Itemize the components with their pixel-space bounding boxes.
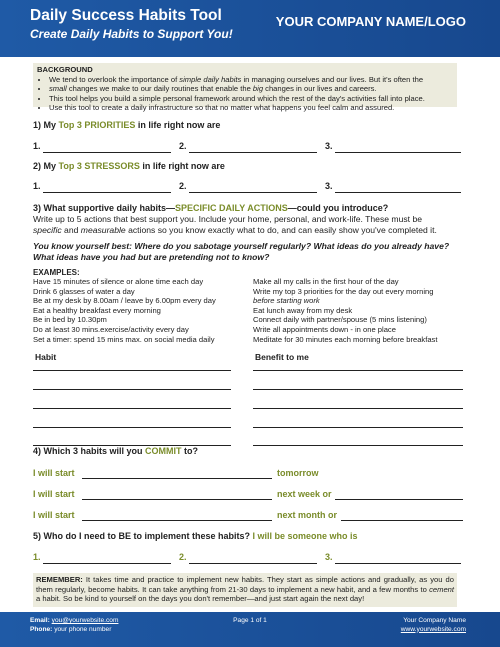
habit-line-4[interactable] — [33, 427, 231, 428]
commit-start-label-1: I will start — [33, 468, 75, 478]
website-link[interactable]: www.yourwebsite.com — [400, 625, 466, 633]
remember-box: REMEMBER: It takes time and practice to implement new habits. They start as simple actions and gradually, as you do them regularly, become habits. It can take anything from 21-30 days to implement a new habit, and a few months to cement a habit. So be kind to yourself on the days you don't remember—and just start again the next day! — [33, 573, 457, 607]
header-banner — [0, 0, 500, 57]
company-logo-placeholder: YOUR COMPANY NAME/LOGO — [275, 14, 466, 29]
example-item: Be at my desk by 8.00am / leave by 6.00pm every day — [33, 296, 216, 306]
email-link[interactable]: you@yourwebsite.com — [51, 617, 119, 624]
examples-right-list — [253, 277, 437, 344]
footer-company-name: Your Company Name — [403, 617, 466, 624]
stressor-1-line[interactable] — [43, 182, 171, 193]
background-heading: BACKGROUND — [37, 65, 93, 74]
example-item: Do at least 30 mins.exercise/activity every day — [33, 324, 189, 334]
example-item: Drink 6 glasses of water a day — [33, 286, 135, 296]
habit-line-1[interactable] — [33, 370, 231, 371]
priority-1-line[interactable] — [43, 142, 171, 153]
habit-line-3[interactable] — [33, 408, 231, 409]
background-box — [33, 63, 457, 113]
page-title: Daily Success Habits Tool — [30, 7, 222, 24]
habit-column-heading: Habit — [35, 352, 57, 362]
background-bullet: • We tend to overlook the importance of simple daily habits in managing ourselves and our lives. But it's often the — [49, 75, 453, 85]
commit-date-line-2[interactable] — [335, 499, 463, 500]
example-item: Write all appointments down - in one place — [253, 324, 396, 334]
question-4: 4) Which 3 habits will you COMMIT to? — [33, 446, 199, 456]
commit-when-2: next week or — [277, 489, 332, 499]
example-item: Meditate for 30 minutes each morning before breakfast — [253, 334, 438, 344]
commit-date-line-3[interactable] — [341, 520, 463, 521]
commit-start-label-3: I will start — [33, 510, 75, 520]
question-3: 3) What supportive daily habits—SPECIFIC DAILY ACTIONS—could you introduce? — [33, 203, 389, 213]
commit-when-3: next month or — [277, 510, 337, 520]
question-2: 2) My Top 3 STRESSORS in life right now are — [33, 161, 225, 171]
background-bullet: • This tool helps you build a simple personal framework around which the rest of the day's activities fall into place. — [49, 94, 453, 104]
question-3-instructions: Write up to 5 actions that best support you. Include your home, personal, and work-life. These must be specific and measurable actions so you know exactly what to do, and can easily show you've completed it. — [33, 214, 437, 235]
question-1: 1) My Top 3 PRIORITIES in life right now are — [33, 120, 221, 130]
stressor-3-line[interactable] — [335, 182, 461, 193]
priority-2-line[interactable] — [189, 142, 317, 153]
commit-line-1[interactable] — [82, 478, 272, 479]
background-list — [37, 75, 453, 113]
commit-line-2[interactable] — [82, 499, 272, 500]
example-item: Make all my calls in the first hour of the day — [253, 277, 399, 286]
background-bullet: • Use this tool to create a daily infrastructure so that no matter what happens you feel calm and assured. — [49, 103, 453, 113]
be-3-line[interactable] — [335, 553, 461, 564]
example-item: Connect daily with partner/spouse (5 mins listening) — [253, 315, 427, 325]
examples-left-list — [33, 277, 216, 344]
stressor-2-line[interactable] — [189, 182, 317, 193]
example-item: Have 15 minutes of silence or alone time each day — [33, 277, 204, 286]
commit-when-1: tomorrow — [277, 468, 319, 478]
stressors-lines: 1. 2. 3. — [33, 181, 463, 193]
habit-line-2[interactable] — [33, 389, 231, 390]
priorities-lines: 1. 2. 3. — [33, 141, 463, 153]
question-3-prompt: You know yourself best: Where do you sabotage yourself regularly? What ideas do you already have? What ideas have you had but are pretending not to know? — [33, 241, 450, 262]
example-item: Eat a healthy breakfast every morning — [33, 305, 161, 315]
benefit-line-5[interactable] — [253, 445, 463, 446]
benefit-column-heading: Benefit to me — [255, 352, 309, 362]
benefit-line-2[interactable] — [253, 389, 463, 390]
example-item: before starting work — [253, 296, 320, 306]
benefit-line-3[interactable] — [253, 408, 463, 409]
be-1-line[interactable] — [43, 553, 171, 564]
example-item: Be in bed by 10.30pm — [33, 315, 107, 325]
commit-line-3[interactable] — [82, 520, 272, 521]
examples-heading: EXAMPLES: — [33, 268, 80, 277]
question-5: 5) Who do I need to BE to implement these habits? I will be someone who is — [33, 531, 358, 541]
footer-banner — [0, 612, 500, 647]
phone-number: your phone number — [54, 625, 112, 633]
footer-company — [401, 617, 466, 634]
page-number: Page 1 of 1 — [233, 617, 267, 624]
example-item: Eat lunch away from my desk — [253, 305, 353, 315]
example-item: Set a timer: spend 15 mins max. on social media daily — [33, 334, 215, 344]
page-subtitle: Create Daily Habits to Support You! — [30, 27, 233, 41]
background-bullet: • small changes we make to our daily routines that enable the big changes in our lives and careers. — [49, 84, 453, 94]
example-item: Write my top 3 priorities for the day out every morning — [253, 286, 434, 296]
be-lines: 1. 2. 3. — [33, 552, 463, 564]
commit-start-label-2: I will start — [33, 489, 75, 499]
benefit-line-4[interactable] — [253, 427, 463, 428]
priority-3-line[interactable] — [335, 142, 461, 153]
be-2-line[interactable] — [189, 553, 317, 564]
benefit-line-1[interactable] — [253, 370, 463, 371]
footer-contact: Email: you@yourwebsite.com Phone: your phone number — [30, 617, 119, 633]
